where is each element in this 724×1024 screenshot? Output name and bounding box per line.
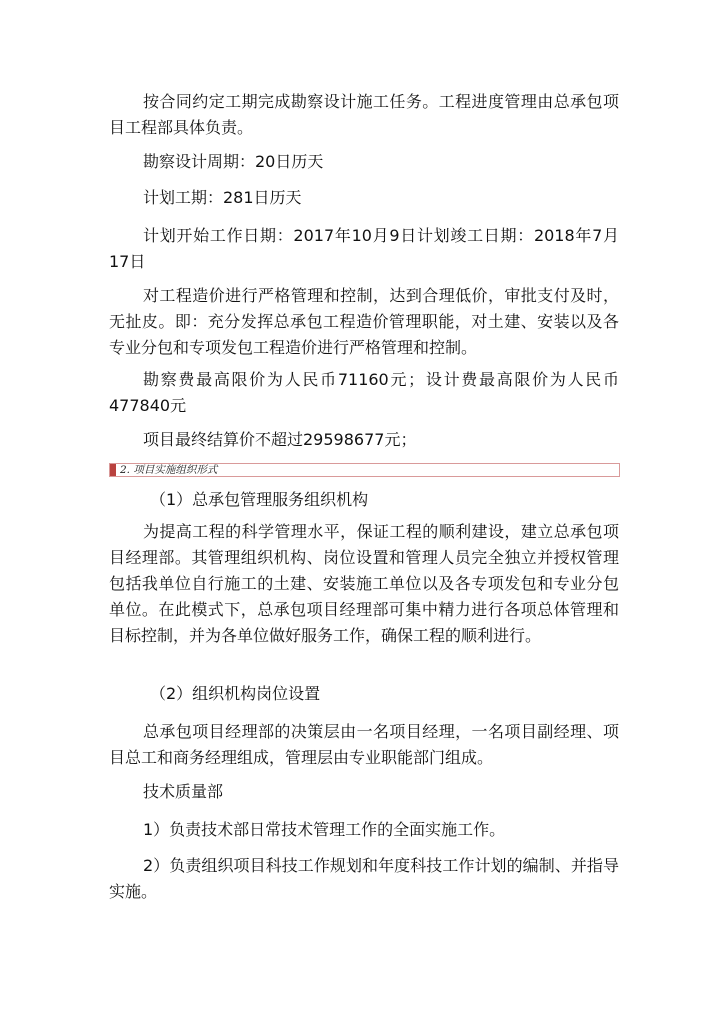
paragraph-start-end-dates: 计划开始工作日期：2017年10月9日计划竣工日期：2018年7月17日 xyxy=(109,226,619,271)
paragraph-cost-control: 对工程造价进行严格管理和控制，达到合理低价，审批支付及时，无扯皮。即：充分发挥总承包工程造价管理职能，对土建、安装以及各专业分包和专项发包工程造价进行严格管理和控制。 xyxy=(109,286,619,357)
paragraph-construction-period: 计划工期：281日历天 xyxy=(143,188,302,207)
paragraph-price-limits: 勘察费最高限价为人民币71160元；设计费最高限价为人民币477840元 xyxy=(109,370,619,415)
paragraph-duty-1: 1）负责技术部日常技术管理工作的全面实施工作。 xyxy=(143,820,506,839)
paragraph-schedule-intro: 按合同约定工期完成勘察设计施工任务。工程进度管理由总承包项目工程部具体负责。 xyxy=(109,92,619,137)
subheading-positions: （2）组织机构岗位设置 xyxy=(150,684,321,703)
paragraph-tech-quality-dept: 技术质量部 xyxy=(143,782,224,801)
paragraph-final-settlement: 项目最终结算价不超过29598677元； xyxy=(143,430,417,449)
section-heading-bar xyxy=(109,463,620,477)
paragraph-survey-period: 勘察设计周期：20日历天 xyxy=(143,152,324,171)
paragraph-duty-2: 2）负责组织项目科技工作规划和年度科技工作计划的编制、并指导实施。 xyxy=(109,856,619,901)
subheading-management-organization: （1）总承包管理服务组织机构 xyxy=(150,490,369,509)
section-heading-label: 2. 项目实施组织形式 xyxy=(120,464,218,476)
paragraph-decision-layer: 总承包项目经理部的决策层由一名项目经理，一名项目副经理、项目总工和商务经理组成，管理层由专业职能部门组成。 xyxy=(109,722,619,767)
paragraph-project-department: 为提高工程的科学管理水平，保证工程的顺利建设，建立总承包项目经理部。其管理组织机构、岗位设置和管理人员完全独立并授权管理包括我单位自行施工的土建、安装施工单位以及各专项发包和专业分包单位。在此模式下，总承包项目经理部可集中精力进行各项总体管理和目标控制，并为各单位做好服务工作，确保工程的顺利进行。 xyxy=(109,522,619,645)
section-heading-marker xyxy=(110,464,116,476)
